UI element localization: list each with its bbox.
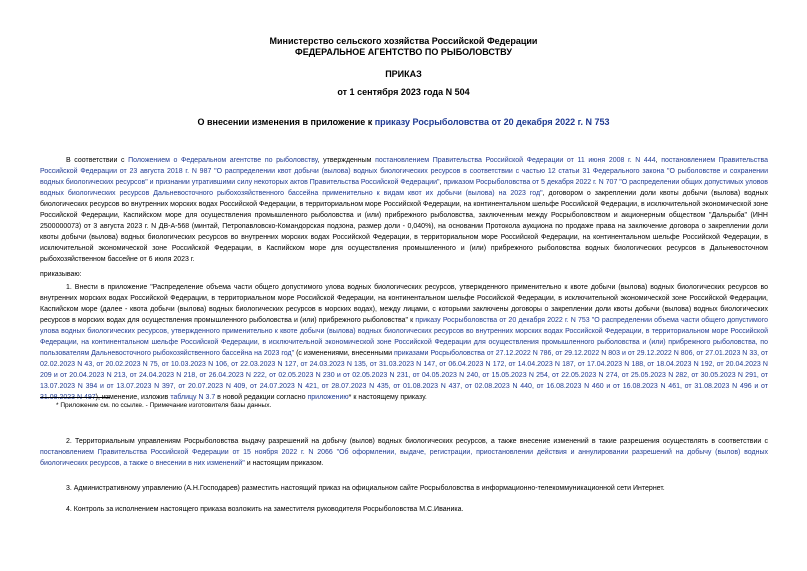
item-3-paragraph: 3. Административному управлению (А.Н.Господарев) разместить настоящий приказ на официальном сайте Росрыболовства в информационно-телекоммуникационной сети Интернет. — [66, 485, 665, 492]
table-3-7-link[interactable]: таблицу N 3.7 — [170, 394, 216, 401]
decree-2066-link[interactable]: постановлением Правительства Российской Федерации от 15 ноября 2022 г. N 2066 "Об оформлении, выдаче, регистрации, приостановлении действия и аннулировании разрешений на добычу (вылов) водных биологических ресурсов, а также о внесении в них изменений" — [40, 449, 768, 467]
doc-title — [0, 117, 807, 128]
ministry-heading: Министерство сельского хозяйства Российской Федерации — [269, 36, 538, 46]
item-2-paragraph — [40, 436, 768, 469]
decree-987-link[interactable]: постановлением Правительства Российской Федерации от 23 августа 2018 г. N 987 "О распределении квот добычи (вылова) водных биологических ресурсов в соответствии с частью 12 статьи 31 Федерального закона "О рыболовстве и сохранении водных биологических ресурсов" и признании утратившими силу некоторых актов Правительства Российской Федерации" — [40, 157, 768, 186]
item-4-paragraph: 4. Контроль за исполнением настоящего приказа возложить на заместителя руководителя Росрыболовства М.С.Иваника. — [66, 506, 464, 513]
decree-444-link[interactable]: постановлением Правительства Российской Федерации от 11 июня 2008 г. N 444 — [375, 157, 656, 164]
preamble-text-b: , утвержденным — [317, 157, 376, 164]
regulation-link[interactable]: Положением о Федеральном агентстве по рыболовству — [128, 157, 318, 164]
order-753-link[interactable]: приказу Росрыболовства от 20 декабря 2022 г. N 753 "О распределении объема части общего допустимого улова водных биологических ресурсов, утвержденного применительно к квоте добычи (вылова) водных биологических ресурсов во внутренних морских водах Российской Федерации, в территориальном море Российской Федерации, на континентальном шельфе Российской Федерации, в исключительной экономической зоне Российской Федерации для осуществления промышленного рыболовства и (или) прибрежного рыболовства, по пользователям Дальневосточного рыбохозяйственного бассейна на 2023 год" — [40, 317, 768, 357]
item1-text-d: в новой редакции согласно — [215, 394, 308, 401]
footnote-divider — [40, 397, 110, 398]
item1-text-b: (с изменениями, внесенными — [294, 350, 395, 357]
preamble-text-e: , договором о закреплении доли квоты добычи (вылова) водных биологических ресурсов во внутренних морских водах Российской Федерации, в территориальном море Российской Федерации, на континентальном шельфе Российской Федерации, в исключительной экономической зоне Российской Федерации, Каспийском море для осуществления промышленного рыболовства и (или) прибрежного рыболовства, заключенным между Росрыболовством и акционерным обществом "Дальрыба" (ИНН 2500000073) от 3 августа 2023 г. N ДВ-А-568 (минтай, Петропавловско-Командорская подзона, размер доли - 0,040%), на основании Протокола аукциона по продаже права на заключение договора о закреплении доли квоты добычи (вылова) водных биологических ресурсов во внутренних морских водах Российской Федерации, в территориальном море Российской Федерации, на континентальном шельфе Российской Федерации, в исключительной экономической зоне Российской Федерации, в Каспийском море для осуществления промышленного и (или) прибрежного рыболовства водных биологических ресурсов в Дальневосточном рыбохозяйственном бассейне от 6 июля 2023 г. — [40, 190, 768, 263]
preamble-paragraph — [40, 155, 768, 265]
preamble-text-a: В соответствии с — [66, 157, 129, 164]
item-1-paragraph — [40, 282, 768, 403]
item2-text-a: 2. Территориальным управлениям Росрыболовства выдачу разрешений на добычу (вылов) водных биологических ресурсов, а также внесение изменений в такие разрешения осуществлять в соответствии с — [66, 438, 768, 445]
order-707-link[interactable]: приказом Росрыболовства от 5 декабря 2022 г. N 707 "О распределении общих допустимых уловов водных биологических ресурсов Дальневосточного рыбохозяйственного бассейна применительно к видам квот их добычи (вылова) на 2023 год" — [40, 179, 768, 197]
item1-text-e: * к настоящему приказу. — [348, 394, 427, 401]
preamble-text-d: , — [439, 179, 444, 186]
order-word: приказываю: — [40, 271, 82, 278]
appendix-link[interactable]: приложению — [307, 394, 349, 401]
title-order-link[interactable]: приказу Росрыболовства от 20 декабря 2022 г. N 753 — [374, 117, 610, 127]
preamble-text-c: , — [655, 157, 662, 164]
doc-type-heading: ПРИКАЗ — [385, 69, 422, 79]
agency-heading: ФЕДЕРАЛЬНОЕ АГЕНТСТВО ПО РЫБОЛОВСТВУ — [295, 47, 512, 57]
item2-text-b: и настоящим приказом. — [244, 460, 324, 467]
doc-title-text: О внесении изменения в приложение к — [197, 117, 375, 127]
item1-text-c: ), изменение, изложив — [95, 394, 171, 401]
footnote: * Приложение см. по ссылке. - Примечание изготовителя базы данных. — [56, 402, 272, 409]
item1-text-a: 1. Внести в приложение "Распределение объема части общего допустимого улова водных биологических ресурсов, утвержденного применительно к квоте добычи (вылова) водных биологических ресурсов во внутренних морских водах Российской Федерации, в территориальном море Российской Федерации, на континентальном шельфе Российской Федерации, в исключительной экономической зоне Российской Федерации, Каспийском море (далее - квота добычи (вылова) водных биологических ресурсов в морских водах), между лицами, с которыми заключены договоры о закреплении доли квоты добычи (вылова) водных биологических ресурсов в морских водах для осуществления промышленного рыболовства и (или) прибрежного рыболовства" к — [40, 284, 768, 324]
amending-orders-link[interactable]: приказами Росрыболовства от 27.12.2022 N 786, от 29.12.2022 N 803 и от 29.12.2022 N 806, от 27.01.2023 N 33, от 02.02.2023 N 43, от 20.02.2023 N 75, от 10.03.2023 N 106, от 22.03.2023 N 127, от 24.03.2023 N 135, от 31.03.2023 N 147, от 06.04.2023 N 172, от 14.04.2023 N 187, от 17.04.2023 N 188, от 18.04.2023 N 192, от 20.04.2023 N 209 и от 20.04.2023 N 213, от 24.04.2023 N 218, от 26.04.2023 N 222, от 02.05.2023 N 230 и от 02.05.2023 N 231, от 04.05.2023 N 240, от 15.05.2023 N 254, от 22.05.2023 N 274, от 25.05.2023 N 282, от 30.05.2023 N 291, от 13.07.2023 N 394 и от 13.07.2023 N 397, от 20.07.2023 N 409, от 24.07.2023 N 421, от 28.07.2023 N 435, от 01.08.2023 N 437, от 02.08.2023 N 440, от 16.08.2023 N 460 и от 16.08.2023 N 461, от 31.08.2023 N 496 и от 31.08.2023 N 497 — [40, 350, 768, 401]
doc-date-number: от 1 сентября 2023 года N 504 — [337, 87, 470, 97]
